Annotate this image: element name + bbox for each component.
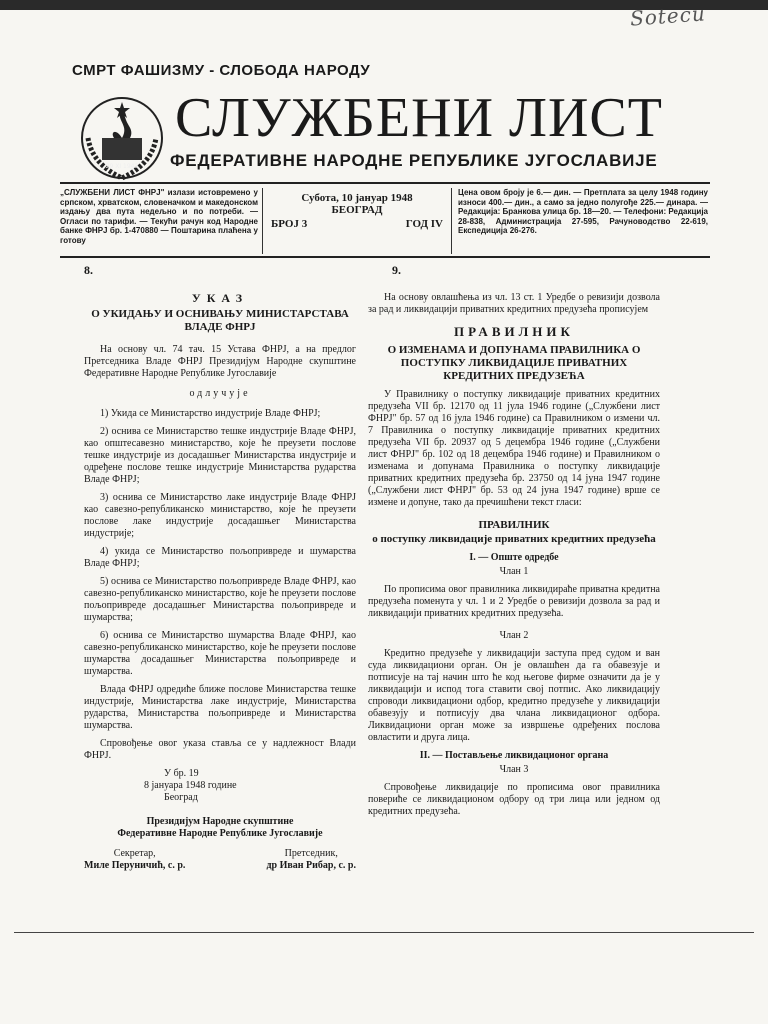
issue-info: [262, 188, 452, 254]
item-number-8: 8.: [84, 263, 93, 277]
ukaz-paragraph-8: Спровођење овог указа ставља се у надлежност Влади ФНРЈ.: [84, 738, 356, 761]
article-3-text: Спровођење ликвидације по прописима овог правилника повериће се ликвидационом одбору од три лица или једном од кредитних предузећа.: [368, 782, 660, 817]
ukaz-paragraph-7: Влада ФНРЈ одредиће ближе послове Министарства тешке индустрије, Министарства лаке индустрије, Министарства рударства, Министарства пољопривреде и Министарства шумарства.: [84, 684, 356, 731]
right-column: [368, 264, 660, 824]
article-3-heading: Члан 3: [499, 764, 529, 775]
left-column: [84, 264, 356, 872]
section-2-heading: II. — Постављење ликвидационог органа: [419, 750, 609, 761]
slogan: СМРТ ФАШИЗМУ - СЛОБОДА НАРОДУ: [72, 62, 371, 79]
gazette-subtitle: ФЕДЕРАТИВНЕ НАРОДНЕ РЕПУБЛИКЕ ЈУГОСЛАВИЈЕ: [170, 151, 658, 170]
price-info: Цена овом броју је 6.— дин. — Претплата за целу 1948 годину износи 400.— дин., а само за једно полугође 225.— динара. — Редакција: Бранкова улица бр. 18—20. — Телефони: Редакција 28-838, Администрација 27-595, Рачуноводство 22-619, Експедиција 26-276.: [458, 188, 708, 235]
issue-year: ГОД IV: [405, 218, 443, 230]
pravilnik-paragraph-1: У Правилнику о поступку ликвидације приватних кредитних предузећа VII бр. 12170 од 11 јула 1946 године („Службени лист ФНРЈ" бр. 57 од 16 јула 1946 године) са Правилником о измени чл. 7 Правилника о поступку ликвидације приватних кредитних предузећа VII бр. 20937 од 5 децембра 1946 године („Службени лист ФНРЈ" бр. 102 од 18 децембра 1946 године) и Правилником о изменама и допунама Правилника о поступку ликвидације приватних кредитних предузећа бр. 23750 од 14 јуна 1947 године („Службени лист ФНРЈ" бр. 53 од 24 јуна 1947 године) врше се измене и допуне, тако да пречишћени текст гласи:: [368, 389, 660, 508]
article-2-text: Кредитно предузеће у ликвидацији заступа пред судом и ван суда ликвидациони орган. Он је овлашћен да га обавезује и потписује на тај начин што ће код његове фирме означити да је у ликвидацији и испод тога ставити свој потпис. Ако ликвидацију спроводи ликвидациони одбор, кредитно предузеће у ликвидацији обавезују и потписују два члана ликвидационог одбора. Ликвидациони орган може за извршење одређених послова овластити и друга лица.: [368, 648, 660, 743]
state-emblem-icon: [78, 94, 166, 182]
pravilnik-2-heading: ПРАВИЛНИК: [478, 519, 550, 531]
bottom-rule: [14, 932, 754, 933]
ukaz-point-2: 2) оснива се Министарство тешке индустрије Владе ФНРЈ, као општесавезно министарство, које ће преузети послове тешке индустрије из досадашњег Министарства индустрије и одређене послове тешке индустрије Министарства рударства Владе ФНРЈ;: [84, 426, 356, 485]
publication-info: „СЛУЖБЕНИ ЛИСТ ФНРЈ" излази истовремено у српском, хрватском, словеначком и македонском издању два пута недељно и по потреби. — Огласи по тарифи. — Текући рачун код Народне банке ФНРЈ бр. 1-470880 — Поштарина плаћена у готову: [60, 188, 258, 245]
article-2-heading: Члан 2: [499, 630, 529, 641]
president-name: др Иван Рибар, с. р.: [266, 860, 356, 871]
issue-date: Субота, 10 јануар 1948: [301, 192, 413, 204]
presidium-line-2: Федеративне Народне Републике Југославије: [117, 828, 323, 839]
emblem-label: 29 XI 1943: [105, 163, 139, 170]
president-signature: [267, 848, 357, 872]
section-1-heading: I. — Опште одредбе: [469, 552, 559, 563]
ukaz-reference: [144, 768, 356, 804]
ukaz-point-6: 6) оснива се Министарство шумарства Владе ФНРЈ, као савезно-републиканско министарство, које ће преузети послове шумарства досадашњег Министарства пољопривреде и шумарства.: [84, 630, 356, 677]
ukaz-point-3: 3) оснива се Министарство лаке индустрије Владе ФНРЈ као савезно-републиканско министарство, које ће преузети послове лаке индустрије досадашњег Министарства индустрије;: [84, 492, 356, 539]
issue-number: БРОЈ 3: [271, 218, 308, 230]
pravilnik-heading: ПРАВИЛНИК: [454, 324, 574, 339]
handwritten-signature: Sotecu: [629, 1, 707, 31]
ukaz-decides: одлучује: [189, 388, 251, 399]
ukaz-city: Београд: [164, 792, 198, 803]
ukaz-title: О УКИДАЊУ И ОСНИВАЊУ МИНИСТАРСТАВА ВЛАДЕ ФНРЈ: [91, 308, 349, 333]
ukaz-intro: На основу чл. 74 тач. 15 Устава ФНРЈ, а на предлог Претседника Владе ФНРЈ Президијум Народне скупштине Федеративне Народне Републике Југославије: [84, 344, 356, 379]
ukaz-heading: УКАЗ: [191, 291, 249, 305]
secretary-name: Миле Перуничић, с. р.: [84, 860, 186, 871]
president-title: Претседник,: [284, 848, 338, 859]
secretary-signature: [84, 848, 185, 872]
pravilnik-title: О ИЗМЕНАМА И ДОПУНАМА ПРАВИЛНИКА О ПОСТУПКУ ЛИКВИДАЦИЈЕ ПРИВАТНИХ КРЕДИТНИХ ПРЕДУЗЕЋА: [387, 344, 641, 382]
header-rule-bottom: [60, 256, 710, 258]
item-number-9: 9.: [392, 263, 401, 277]
ukaz-point-5: 5) оснива се Министарство пољопривреде Владе ФНРЈ, као савезно-републиканско министарство, које ће преузети послове пољопривреде досадашњег Министарства пољопривреде и шумарства;: [84, 576, 356, 623]
ukaz-point-1: 1) Укида се Министарство индустрије Владе ФНРЈ;: [100, 408, 321, 419]
article-1-text: По прописима овог правилника ликвидираће приватна кредитна предузећа поменута у чл. 1 и 2 Уредбе о ревизији дозвола за рад и ликвидацији приватних кредитних предузећа.: [368, 584, 660, 619]
ukaz-point-4: 4) укида се Министарство пољопривреде и шумарства Владе ФНРЈ;: [84, 546, 356, 569]
pravilnik-2-subtitle: о поступку ликвидације приватних кредитних предузећа: [372, 533, 656, 545]
gazette-title: СЛУЖБЕНИ ЛИСТ: [175, 87, 663, 149]
issue-city: БЕОГРАД: [331, 204, 383, 216]
pravilnik-intro: На основу овлашћења из чл. 13 ст. 1 Уредбе о ревизији дозвола за рад и ликвидацији приватних кредитних предузећа прописујем: [368, 292, 660, 315]
secretary-title: Секретар,: [113, 848, 156, 859]
ukaz-number: У бр. 19: [164, 768, 199, 779]
signatures: [84, 848, 356, 872]
article-1-heading: Члан 1: [499, 566, 529, 577]
presidium-line-1: Президијум Народне скупштине: [146, 816, 294, 827]
header-rule-top: [60, 182, 710, 184]
ukaz-date: 8 јануара 1948 године: [144, 780, 237, 791]
